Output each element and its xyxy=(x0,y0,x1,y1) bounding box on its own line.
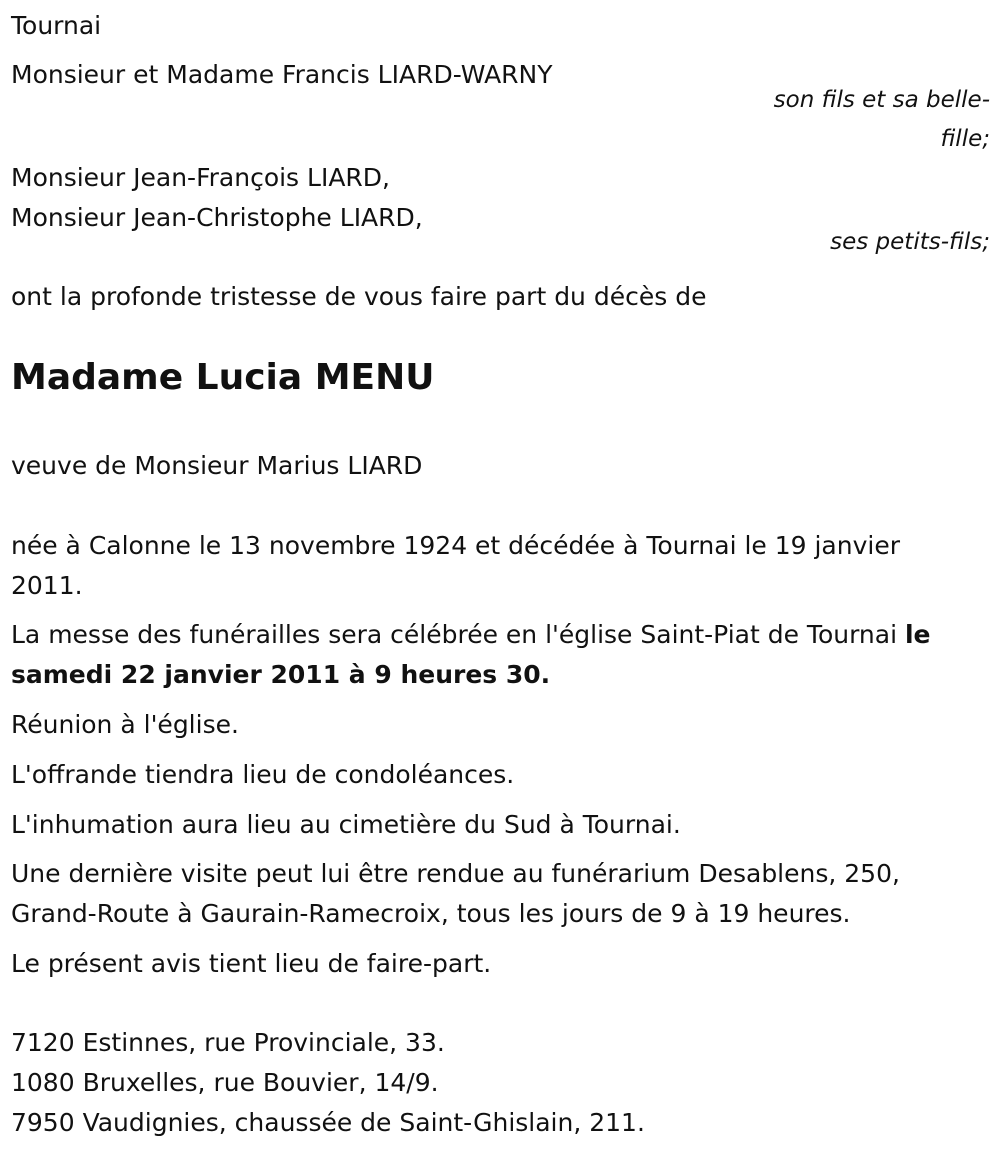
address-line-3: 7950 Vaudignies, chaussée de Saint-Ghislain, 211. xyxy=(11,1108,645,1137)
grandsons-relation-line: ses petits-fils; xyxy=(830,229,990,255)
son-relation-line-1: son fils et sa belle- xyxy=(773,87,990,113)
mass-text: La messe des funérailles sera célébrée en l'église Saint-Piat de Tournai xyxy=(11,620,905,649)
announcement-line: ont la profonde tristesse de vous faire part du décès de xyxy=(11,282,707,311)
note-offering: L'offrande tiendra lieu de condoléances. xyxy=(11,760,515,789)
address-line-1: 7120 Estinnes, rue Provinciale, 33. xyxy=(11,1028,445,1057)
son-relation-line-2: fille; xyxy=(940,126,990,152)
note-burial: L'inhumation aura lieu au cimetière du Sud à Tournai. xyxy=(11,810,681,839)
note-visit: Une dernière visite peut lui être rendue au funérarium Desablens, 250, Grand-Route à Gaurain-Ramecroix, tous les jours de 9 à 19 heures. xyxy=(11,859,900,928)
widow-of-line: veuve de Monsieur Marius LIARD xyxy=(11,451,423,480)
city-line: Tournai xyxy=(11,11,102,40)
dates-paragraph: née à Calonne le 13 novembre 1924 et décédée à Tournai le 19 janvier 2011. xyxy=(11,531,901,600)
mass-date: le samedi 22 janvier 2011 à 9 heures 30. xyxy=(11,620,931,689)
address-line-2: 1080 Bruxelles, rue Bouvier, 14/9. xyxy=(11,1068,439,1097)
mass-paragraph xyxy=(11,615,986,695)
note-meeting: Réunion à l'église. xyxy=(11,710,239,739)
note-notice: Le présent avis tient lieu de faire-part. xyxy=(11,949,492,978)
grandson-line-2: Monsieur Jean-Christophe LIARD, xyxy=(11,203,423,232)
grandson-line-1: Monsieur Jean-François LIARD, xyxy=(11,163,391,192)
deceased-name: Madame Lucia MENU xyxy=(11,357,435,398)
son-line: Monsieur et Madame Francis LIARD-WARNY xyxy=(11,60,553,89)
